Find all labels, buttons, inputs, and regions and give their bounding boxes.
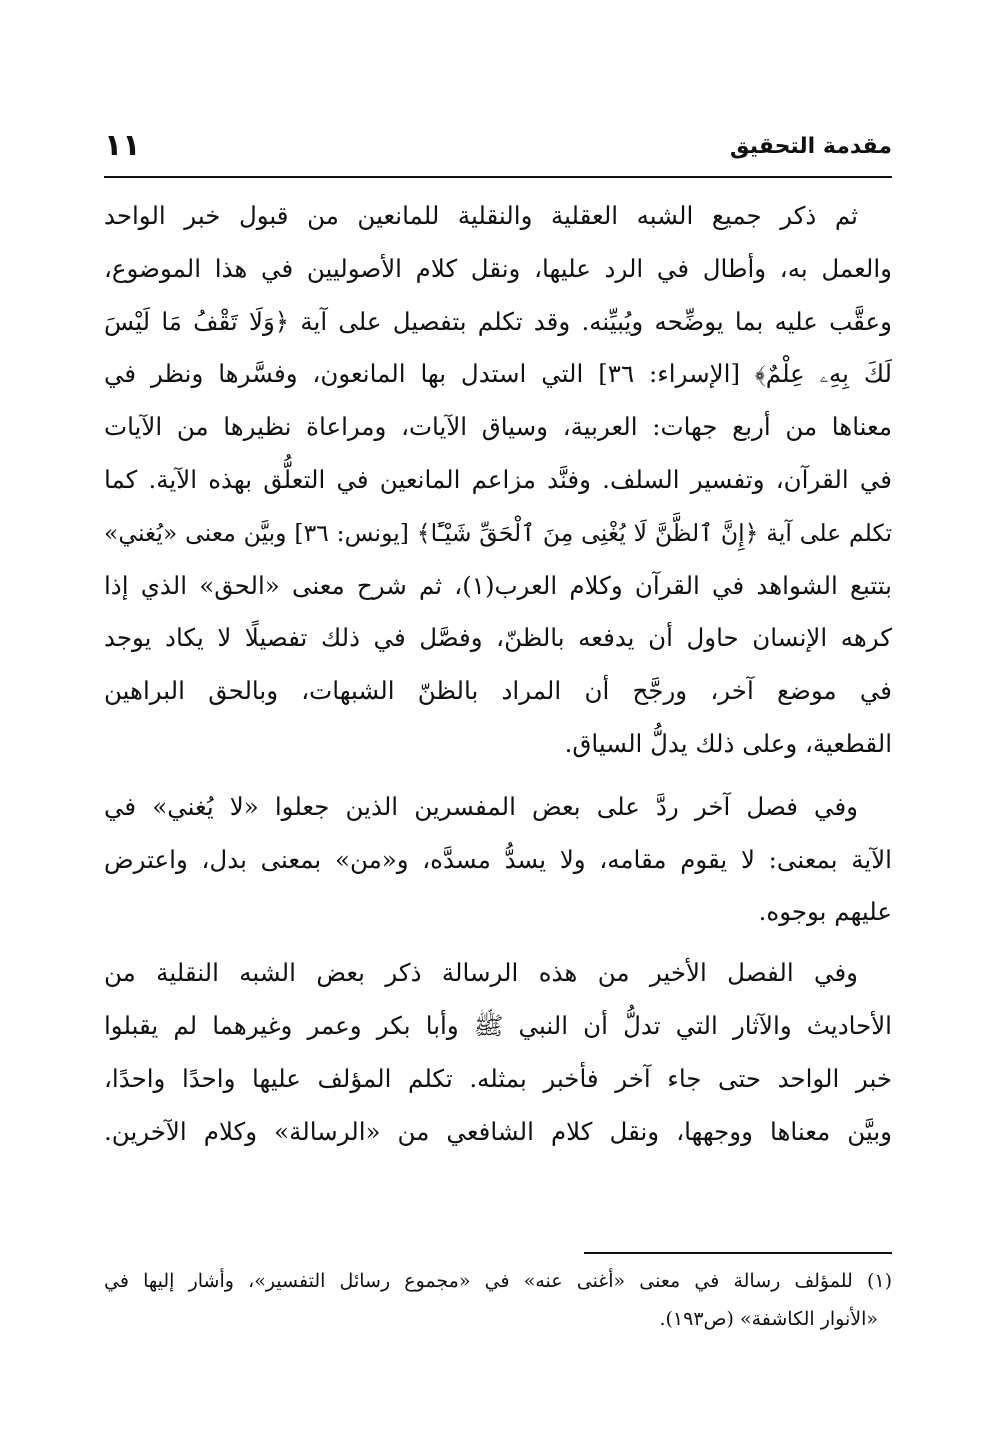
header-divider [104,176,892,178]
text-line: معناها من أربع جهات: العربية، وسياق الآيات، ومراعاة نظيرها من الآيات [104,412,892,442]
text-line: القطعية، وعلى ذلك يدلُّ السياق. [564,728,892,758]
footnotes [104,1262,892,1338]
page-number: ١١ [104,128,141,163]
text-line: وفي فصل آخر ردَّ على بعض المفسرين الذين جعلوا «لا يُغني» في [104,791,858,821]
main-text [104,190,892,1158]
text-line: وعقَّب عليه بما يوضِّحه ويُبيِّنه. وقد تكلم بتفصيل على آية ﴿وَلَا تَقْفُ مَا لَيْسَ [104,306,892,336]
text-line: الآية بمعنى: لا يقوم مقامه، ولا يسدُّ مسدَّه، و«من» بمعنى بدل، واعترض [104,844,892,874]
text-line: وفي الفصل الأخير من هذه الرسالة ذكر بعض الشبه النقلية من [104,958,858,988]
paragraph-1 [104,190,892,771]
running-title: مقدمة التحقيق [729,134,892,159]
footnote-line: «الأنوار الكاشفة» (ص١٩٣). [659,1308,878,1330]
text-line: ثم ذكر جميع الشبه العقلية والنقلية للمانعين من قبول خبر الواحد [104,201,858,230]
paragraph-3 [104,947,892,1158]
text-line: خبر الواحد حتى جاء آخر فأخبر بمثله. تكلم المؤلف عليها واحدًا واحدًا، [104,1063,892,1093]
text-line: عليهم بوجوه. [758,897,892,927]
text-line: تكلم على آية ﴿إِنَّ ٱلظَّنَّ لَا يُغْنِى مِنَ ٱلْحَقِّ شَيْـًٔا﴾ [يونس: ٣٦] وبيَّن معنى «يُغني» [104,518,892,547]
text-line: الأحاديث والآثار التي تدلُّ أن النبي ﷺ وأبا بكر وعمر وغيرهما لم يقبلوا [104,1010,892,1040]
text-line: في القرآن، وتفسير السلف. وفنَّد مزاعم المانعين في التعلُّق بهذه الآية. كما [104,464,892,494]
text-line: لَكَ بِهِۦ عِلْمٌ﴾ [الإسراء: ٣٦] التي استدل بها المانعون، وفسَّرها ونظر في [104,359,892,389]
footnote-divider [584,1252,892,1254]
paragraph-2 [104,781,892,939]
text-line: والعمل به، وأطال في الرد عليها، ونقل كلام الأصوليين في هذا الموضوع، [104,253,892,283]
text-line: في موضع آخر، ورجَّح أن المراد بالظنّ الشبهات، وبالحق البراهين [104,676,892,706]
text-line: وبيَّن معناها ووجهها، ونقل كلام الشافعي من «الرسالة» وكلام الآخرين. [104,1116,892,1146]
text-line: بتتبع الشواهد في القرآن وكلام العرب(١)، ثم شرح معنى «الحق» الذي إذا [104,570,892,600]
footnote-line: (١) للمؤلف رسالة في معنى «أغنى عنه» في «مجموع رسائل التفسير»، وأشار إليها في [104,1270,892,1292]
text-line: كرهه الإنسان حاول أن يدفعه بالظنّ، وفصَّل في ذلك تفصيلًا لا يكاد يوجد [104,623,892,653]
page-header [104,128,892,172]
